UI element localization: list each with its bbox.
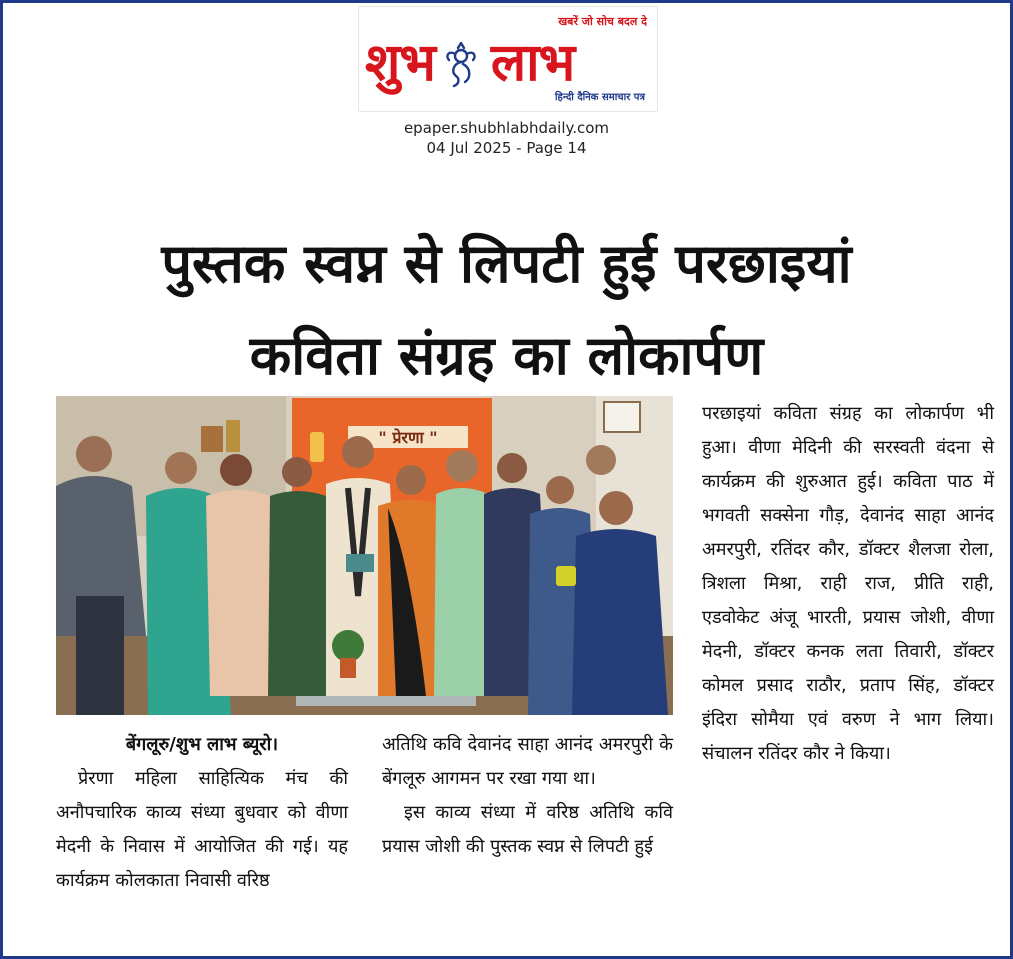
article-column-3 bbox=[702, 397, 994, 771]
masthead-name-part1: शुभ bbox=[365, 33, 435, 93]
masthead-title bbox=[365, 25, 574, 96]
article-headline bbox=[20, 218, 993, 402]
paragraph: परछाइयां कविता संग्रह का लोकार्पण भी हुआ। वीणा मेदिनी की सरस्वती वंदना से कार्यक्रम की शुरुआत हुई। कविता पाठ में भगवती सक्सेना गौड़, देवानंद साहा आनंद अमरपुरी, रतिंदर कौर, डॉक्टर शैलजा रोला, त्रिशला मिश्रा, राही राज, प्रीति राही, एडवोकेट अंजू भारती, प्रयास जोशी, वीणा मेदनी, डॉक्टर कनक लता तिवारी, डॉक्टर कोमल प्रसाद राठौर, प्रताप सिंह, डॉक्टर इंदिरा सोमैया एवं वरुण ने भाग लिया। संचालन रतिंदर कौर ने किया। bbox=[702, 403, 994, 764]
event-photo bbox=[56, 396, 673, 715]
paragraph: इस काव्य संध्या में वरिष्ठ अतिथि कवि प्रयास जोशी की पुस्तक स्वप्न से लिपटी हुई bbox=[382, 802, 673, 857]
group-photo-illustration bbox=[56, 396, 673, 715]
source-info bbox=[0, 118, 1013, 158]
masthead-name-part2: लाभ bbox=[490, 33, 575, 93]
article-dateline: बेंगलूरु/शुभ लाभ ब्यूरो। bbox=[125, 734, 279, 755]
date-page: 04 Jul 2025 - Page 14 bbox=[426, 139, 587, 157]
masthead-logo bbox=[358, 6, 658, 112]
ganesh-icon bbox=[441, 42, 481, 90]
headline-line-2: कविता संग्रह का लोकार्पण bbox=[249, 324, 764, 387]
headline-line-1: पुस्तक स्वप्न से लिपटी हुई परछाइयां bbox=[161, 232, 852, 295]
article-column-1 bbox=[56, 728, 348, 898]
masthead-tagline: खबरें जो सोच बदल दे bbox=[558, 15, 647, 28]
paragraph: अतिथि कवि देवानंद साहा आनंद अमरपुरी के बेंगलूरु आगमन पर रखा गया था। bbox=[382, 734, 673, 789]
paragraph: प्रेरणा महिला साहित्यिक मंच की अनौपचारिक काव्य संध्या बुधवार को वीणा मेदनी के निवास में आयोजित की गई। यह कार्यक्रम कोलकाता निवासी वरिष्ठ bbox=[56, 768, 348, 891]
source-url[interactable]: epaper.shubhlabhdaily.com bbox=[403, 119, 610, 137]
masthead-subtitle: हिन्दी दैनिक समाचार पत्र bbox=[554, 92, 645, 103]
banner-text: " प्रेरणा " bbox=[378, 428, 438, 447]
article-column-2 bbox=[382, 728, 673, 864]
